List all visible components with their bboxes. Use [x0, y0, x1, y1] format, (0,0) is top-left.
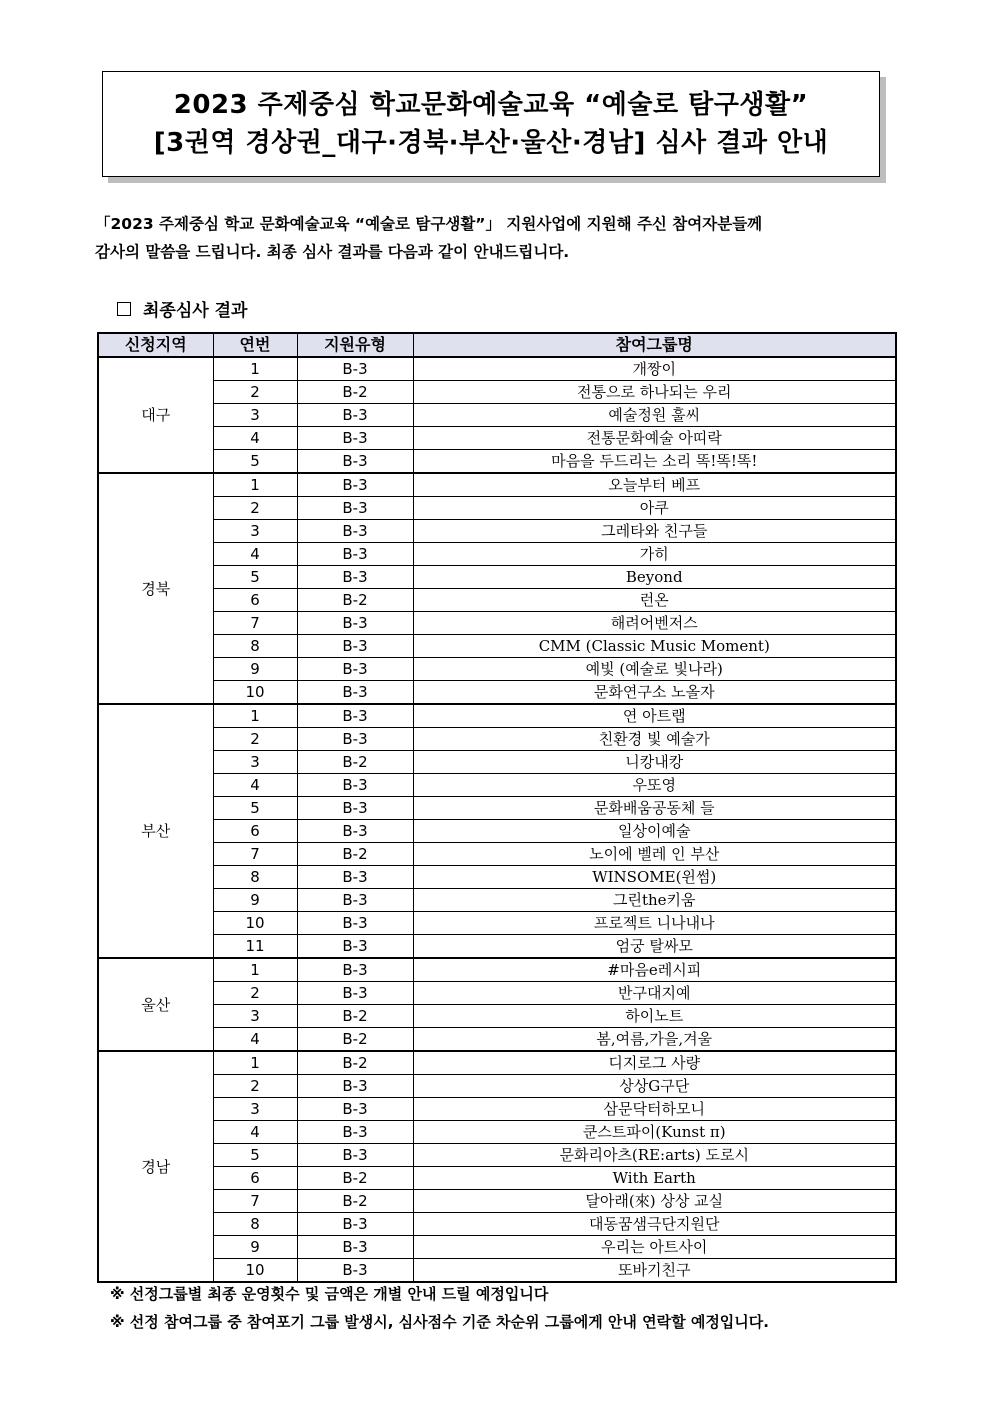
table-row	[98, 450, 896, 474]
number-cell: 3	[213, 1098, 297, 1121]
table-row	[98, 1213, 896, 1236]
support-type-cell: B-3	[297, 1259, 413, 1283]
group-name-cell: 문화배움공동체 들	[413, 797, 896, 820]
group-name-cell: With Earth	[413, 1167, 896, 1190]
table-row	[98, 866, 896, 889]
group-name-cell: 우리는 아트사이	[413, 1236, 896, 1259]
support-type-cell: B-3	[297, 982, 413, 1005]
table-row	[98, 681, 896, 705]
group-name-cell: 상상G구단	[413, 1075, 896, 1098]
section-heading-label: 최종심사 결과	[143, 301, 248, 321]
number-cell: 10	[213, 681, 297, 705]
group-name-cell: 엄궁 탈싸모	[413, 935, 896, 959]
number-cell: 9	[213, 1236, 297, 1259]
table-row	[98, 658, 896, 681]
table-row	[98, 728, 896, 751]
table-row	[98, 1144, 896, 1167]
header-region: 신청지역	[98, 333, 213, 357]
group-name-cell: 예술정원 훌씨	[413, 404, 896, 427]
number-cell: 2	[213, 1075, 297, 1098]
support-type-cell: B-3	[297, 497, 413, 520]
table-row	[98, 1236, 896, 1259]
group-name-cell: 그린the키움	[413, 889, 896, 912]
support-type-cell: B-2	[297, 1190, 413, 1213]
table-row	[98, 612, 896, 635]
number-cell: 10	[213, 912, 297, 935]
support-type-cell: B-2	[297, 843, 413, 866]
header-group-name: 참여그룹명	[413, 333, 896, 357]
number-cell: 3	[213, 751, 297, 774]
support-type-cell: B-3	[297, 357, 413, 381]
table-row	[98, 497, 896, 520]
region-cell: 울산	[98, 958, 213, 1051]
number-cell: 8	[213, 866, 297, 889]
table-row	[98, 958, 896, 982]
table-row	[98, 1167, 896, 1190]
number-cell: 11	[213, 935, 297, 959]
group-name-cell: #마음e레시피	[413, 958, 896, 982]
table-row	[98, 1005, 896, 1028]
title-line-2: [3권역 경상권_대구·경북·부산·울산·경남] 심사 결과 안내	[153, 128, 829, 158]
group-name-cell: 개짱이	[413, 357, 896, 381]
number-cell: 4	[213, 1121, 297, 1144]
group-name-cell: 또바기친구	[413, 1259, 896, 1283]
group-name-cell: 친환경 빛 예술가	[413, 728, 896, 751]
group-name-cell: CMM (Classic Music Moment)	[413, 635, 896, 658]
number-cell: 5	[213, 566, 297, 589]
footnote-2: ※ 선정 참여그룹 중 참여포기 그룹 발생시, 심사점수 기준 차순위 그룹에게 안내 연락할 예정입니다.	[110, 1313, 769, 1331]
number-cell: 7	[213, 843, 297, 866]
table-row	[98, 704, 896, 728]
number-cell: 2	[213, 497, 297, 520]
number-cell: 7	[213, 612, 297, 635]
table-row	[98, 1121, 896, 1144]
support-type-cell: B-3	[297, 958, 413, 982]
table-row	[98, 381, 896, 404]
support-type-cell: B-2	[297, 381, 413, 404]
table-row	[98, 357, 896, 381]
number-cell: 3	[213, 520, 297, 543]
support-type-cell: B-3	[297, 1236, 413, 1259]
table-row	[98, 774, 896, 797]
support-type-cell: B-3	[297, 774, 413, 797]
support-type-cell: B-3	[297, 1121, 413, 1144]
group-name-cell: 오늘부터 베프	[413, 473, 896, 497]
table-row	[98, 797, 896, 820]
table-row	[98, 635, 896, 658]
footnotes	[110, 1280, 769, 1336]
table-row	[98, 889, 896, 912]
support-type-cell: B-3	[297, 1098, 413, 1121]
table-row	[98, 843, 896, 866]
group-name-cell: 노이에 벨레 인 부산	[413, 843, 896, 866]
number-cell: 5	[213, 797, 297, 820]
support-type-cell: B-3	[297, 866, 413, 889]
group-name-cell: 하이노트	[413, 1005, 896, 1028]
number-cell: 1	[213, 958, 297, 982]
region-cell: 경북	[98, 473, 213, 704]
group-name-cell: 우또영	[413, 774, 896, 797]
support-type-cell: B-3	[297, 543, 413, 566]
results-table	[97, 332, 897, 1283]
document-title-box	[102, 71, 880, 177]
table-row	[98, 566, 896, 589]
results-table-body	[98, 357, 896, 1282]
group-name-cell: 해려어벤저스	[413, 612, 896, 635]
number-cell: 3	[213, 404, 297, 427]
support-type-cell: B-2	[297, 1005, 413, 1028]
table-row	[98, 820, 896, 843]
intro-line-1: 「2023 주제중심 학교 문화예술교육 “예술로 탐구생활”」 지원사업에 지원해 주신 참여자분들께	[95, 215, 763, 233]
group-name-cell: 문화리아츠(RE:arts) 도로시	[413, 1144, 896, 1167]
number-cell: 1	[213, 473, 297, 497]
number-cell: 10	[213, 1259, 297, 1283]
group-name-cell: 전통으로 하나되는 우리	[413, 381, 896, 404]
number-cell: 1	[213, 357, 297, 381]
number-cell: 9	[213, 658, 297, 681]
number-cell: 2	[213, 381, 297, 404]
table-row	[98, 589, 896, 612]
intro-line-2: 감사의 말씀을 드립니다. 최종 심사 결과를 다음과 같이 안내드립니다.	[95, 243, 570, 261]
group-name-cell: 예빛 (예술로 빛나라)	[413, 658, 896, 681]
support-type-cell: B-3	[297, 1144, 413, 1167]
table-row	[98, 473, 896, 497]
section-heading	[117, 296, 247, 321]
group-name-cell: 전통문화예술 아띠락	[413, 427, 896, 450]
support-type-cell: B-2	[297, 1028, 413, 1052]
group-name-cell: 일상이예술	[413, 820, 896, 843]
table-row	[98, 1098, 896, 1121]
support-type-cell: B-2	[297, 1051, 413, 1075]
group-name-cell: 삼문닥터하모니	[413, 1098, 896, 1121]
group-name-cell: 런온	[413, 589, 896, 612]
group-name-cell: 마음을 두드리는 소리 똑!똑!똑!	[413, 450, 896, 474]
support-type-cell: B-3	[297, 404, 413, 427]
support-type-cell: B-3	[297, 427, 413, 450]
table-row	[98, 520, 896, 543]
number-cell: 4	[213, 427, 297, 450]
group-name-cell: 반구대지예	[413, 982, 896, 1005]
number-cell: 5	[213, 1144, 297, 1167]
support-type-cell: B-3	[297, 1213, 413, 1236]
number-cell: 6	[213, 820, 297, 843]
group-name-cell: 봄,여름,가을,겨울	[413, 1028, 896, 1052]
number-cell: 6	[213, 1167, 297, 1190]
number-cell: 8	[213, 635, 297, 658]
number-cell: 8	[213, 1213, 297, 1236]
group-name-cell: 가히	[413, 543, 896, 566]
title-line-1: 2023 주제중심 학교문화예술교육 “예술로 탐구생활”	[173, 90, 809, 120]
group-name-cell: 프로젝트 니나내나	[413, 912, 896, 935]
support-type-cell: B-3	[297, 681, 413, 705]
region-cell: 대구	[98, 357, 213, 473]
support-type-cell: B-2	[297, 1167, 413, 1190]
number-cell: 1	[213, 704, 297, 728]
group-name-cell: 문화연구소 노올자	[413, 681, 896, 705]
region-cell: 경남	[98, 1051, 213, 1282]
group-name-cell: 대동꿈샘극단지원단	[413, 1213, 896, 1236]
number-cell: 4	[213, 1028, 297, 1052]
number-cell: 6	[213, 589, 297, 612]
group-name-cell: 디지로그 사량	[413, 1051, 896, 1075]
number-cell: 1	[213, 1051, 297, 1075]
footnote-1: ※ 선정그룹별 최종 운영횟수 및 금액은 개별 안내 드릴 예정입니다	[110, 1285, 549, 1303]
support-type-cell: B-2	[297, 589, 413, 612]
table-row	[98, 912, 896, 935]
table-row	[98, 1075, 896, 1098]
support-type-cell: B-3	[297, 566, 413, 589]
support-type-cell: B-3	[297, 450, 413, 474]
number-cell: 7	[213, 1190, 297, 1213]
support-type-cell: B-3	[297, 473, 413, 497]
number-cell: 2	[213, 728, 297, 751]
group-name-cell: 아쿠	[413, 497, 896, 520]
group-name-cell: Beyond	[413, 566, 896, 589]
support-type-cell: B-3	[297, 797, 413, 820]
table-row	[98, 1259, 896, 1283]
group-name-cell: 연 아트랩	[413, 704, 896, 728]
group-name-cell: 니캉내캉	[413, 751, 896, 774]
number-cell: 3	[213, 1005, 297, 1028]
group-name-cell: WINSOME(윈썸)	[413, 866, 896, 889]
table-row	[98, 1028, 896, 1052]
checkbox-icon	[117, 302, 131, 316]
group-name-cell: 쿤스트파이(Kunst π)	[413, 1121, 896, 1144]
table-row	[98, 1051, 896, 1075]
support-type-cell: B-3	[297, 1075, 413, 1098]
table-row	[98, 935, 896, 959]
table-row	[98, 982, 896, 1005]
support-type-cell: B-3	[297, 935, 413, 959]
group-name-cell: 달아래(來) 상상 교실	[413, 1190, 896, 1213]
support-type-cell: B-2	[297, 751, 413, 774]
number-cell: 9	[213, 889, 297, 912]
table-header-row	[98, 333, 896, 357]
support-type-cell: B-3	[297, 635, 413, 658]
region-cell: 부산	[98, 704, 213, 958]
number-cell: 2	[213, 982, 297, 1005]
table-row	[98, 751, 896, 774]
group-name-cell: 그레타와 친구들	[413, 520, 896, 543]
header-support-type: 지원유형	[297, 333, 413, 357]
number-cell: 4	[213, 543, 297, 566]
table-row	[98, 543, 896, 566]
support-type-cell: B-3	[297, 704, 413, 728]
table-row	[98, 404, 896, 427]
table-row	[98, 1190, 896, 1213]
support-type-cell: B-3	[297, 889, 413, 912]
intro-paragraph	[95, 210, 905, 266]
support-type-cell: B-3	[297, 658, 413, 681]
table-row	[98, 427, 896, 450]
support-type-cell: B-3	[297, 728, 413, 751]
support-type-cell: B-3	[297, 912, 413, 935]
number-cell: 5	[213, 450, 297, 474]
support-type-cell: B-3	[297, 520, 413, 543]
support-type-cell: B-3	[297, 820, 413, 843]
support-type-cell: B-3	[297, 612, 413, 635]
header-number: 연번	[213, 333, 297, 357]
number-cell: 4	[213, 774, 297, 797]
